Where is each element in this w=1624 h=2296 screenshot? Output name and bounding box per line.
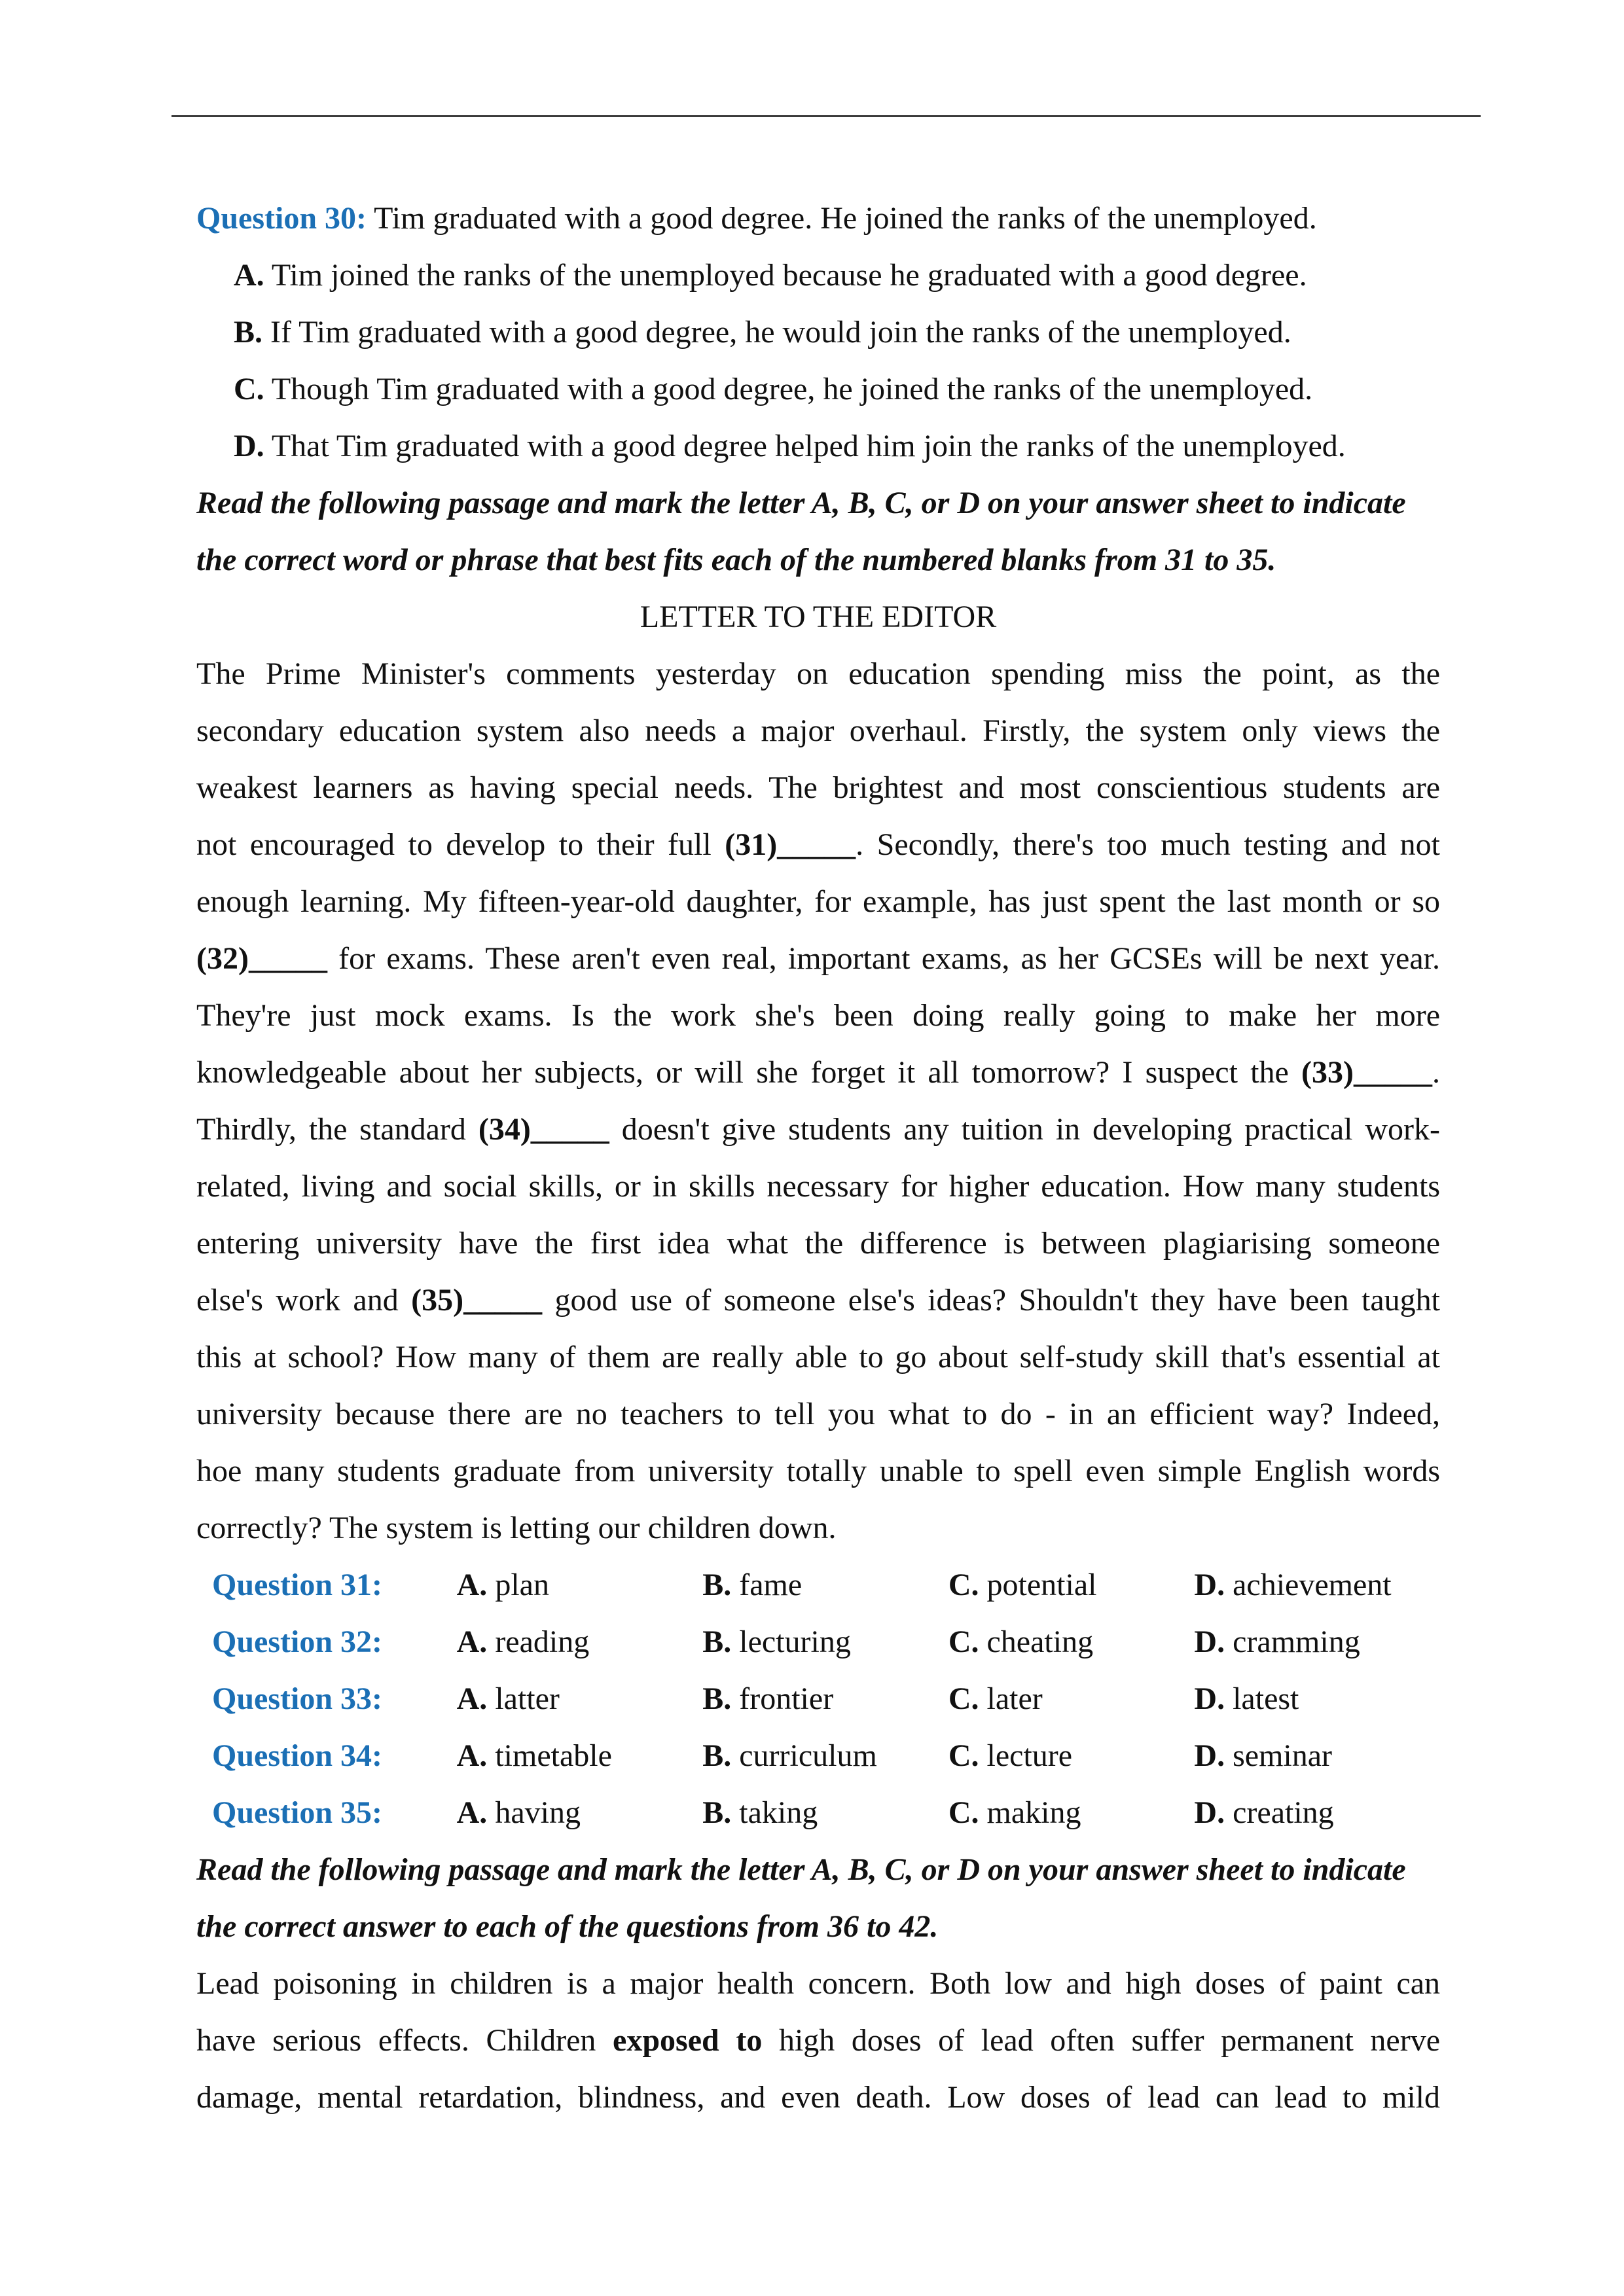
question-32-label: Question 32: bbox=[212, 1624, 383, 1659]
passage-line: The Prime Minister's comments yesterday on education spending miss the point, as the bbox=[196, 656, 1440, 691]
passage-line: hoe many students graduate from university totally unable to spell even simple English words bbox=[196, 1454, 1440, 1488]
instruction-2-line-1: Read the following passage and mark the letter A, B, C, or D on your answer sheet to indicate bbox=[196, 1852, 1406, 1887]
option-b: B. taking bbox=[702, 1795, 818, 1830]
blank-35: (35)_____ bbox=[411, 1283, 543, 1318]
option-b: B. fame bbox=[702, 1568, 803, 1602]
question-32-row bbox=[196, 1613, 1440, 1670]
passage-line: (32)_____ for exams. These aren't even real, important exams, as her GCSEs will be next year. bbox=[196, 941, 1440, 976]
highlighted-phrase: exposed to bbox=[613, 2023, 763, 2058]
question-30-text: Tim graduated with a good degree. He joined the ranks of the unemployed. bbox=[374, 201, 1317, 236]
option-b: B. frontier bbox=[702, 1681, 834, 1716]
passage-line: else's work and (35)_____ good use of someone else's ideas? Shouldn't they have been taught bbox=[196, 1283, 1441, 1318]
passage-line: secondary education system also needs a major overhaul. Firstly, the system only views the bbox=[196, 713, 1440, 748]
passage-line: university because there are no teachers to tell you what to do - in an efficient way? Indeed, bbox=[196, 1397, 1440, 1431]
passage-line: knowledgeable about her subjects, or will she forget it all tomorrow? I suspect the (33)_____. bbox=[196, 1055, 1440, 1090]
option-c: C. making bbox=[948, 1795, 1081, 1830]
option-a: A. plan bbox=[456, 1568, 549, 1602]
option-a: A. having bbox=[456, 1795, 581, 1830]
question-34-row bbox=[196, 1727, 1440, 1784]
option-a: A. reading bbox=[456, 1624, 590, 1659]
option-a: A. timetable bbox=[456, 1738, 612, 1773]
question-33-label: Question 33: bbox=[212, 1681, 383, 1716]
instruction-1-line-1: Read the following passage and mark the letter A, B, C, or D on your answer sheet to indicate bbox=[196, 486, 1406, 520]
option-d: D. seminar bbox=[1194, 1738, 1333, 1773]
instruction-1-line-2: the correct word or phrase that best fits each of the numbered blanks from 31 to 35. bbox=[196, 543, 1276, 577]
passage-title: LETTER TO THE EDITOR bbox=[640, 600, 997, 634]
question-30-option-c: C. Though Tim graduated with a good degree, he joined the ranks of the unemployed. bbox=[234, 372, 1313, 406]
question-30-option-b: B. If Tim graduated with a good degree, he would join the ranks of the unemployed. bbox=[234, 315, 1291, 350]
question-30-option-d: D. That Tim graduated with a good degree helped him join the ranks of the unemployed. bbox=[234, 429, 1346, 463]
blank-31: (31)_____ bbox=[725, 827, 856, 862]
passage-line: correctly? The system is letting our children down. bbox=[196, 1511, 837, 1545]
option-c: C. potential bbox=[948, 1568, 1097, 1602]
passage-line: They're just mock exams. Is the work she's been doing really going to make her more bbox=[196, 998, 1440, 1033]
question-30-option-a: A. Tim joined the ranks of the unemployed because he graduated with a good degree. bbox=[234, 258, 1307, 293]
blank-33: (33)_____ bbox=[1301, 1055, 1432, 1090]
passage-line: related, living and social skills, or in skills necessary for higher education. How many students bbox=[196, 1169, 1440, 1204]
question-31-row bbox=[196, 1556, 1440, 1613]
question-31-label: Question 31: bbox=[212, 1568, 383, 1602]
passage-2-line: Lead poisoning in children is a major health concern. Both low and high doses of paint can bbox=[196, 1966, 1440, 2001]
header-rule bbox=[171, 115, 1481, 117]
passage-line: enough learning. My fifteen-year-old daughter, for example, has just spent the last month or so bbox=[196, 884, 1440, 919]
option-b: B. lecturing bbox=[702, 1624, 851, 1659]
question-30-label: Question 30: bbox=[196, 201, 367, 236]
option-c: C. lecture bbox=[948, 1738, 1073, 1773]
option-c: C. cheating bbox=[948, 1624, 1094, 1659]
option-a: A. latter bbox=[456, 1681, 560, 1716]
passage-2-line: damage, mental retardation, blindness, and even death. Low doses of lead can lead to mild bbox=[196, 2080, 1440, 2115]
option-d: D. latest bbox=[1194, 1681, 1299, 1716]
passage-line: this at school? How many of them are really able to go about self-study skill that's essential at bbox=[196, 1340, 1440, 1374]
document-page bbox=[196, 190, 1440, 2126]
passage-2-line: have serious effects. Children exposed to high doses of lead often suffer permanent nerve bbox=[196, 2023, 1440, 2058]
question-35-label: Question 35: bbox=[212, 1795, 383, 1830]
option-d: D. achievement bbox=[1194, 1568, 1392, 1602]
passage-line: not encouraged to develop to their full (31)_____. Secondly, there's too much testing and not bbox=[196, 827, 1440, 862]
question-34-label: Question 34: bbox=[212, 1738, 383, 1773]
blank-32: (32)_____ bbox=[196, 941, 327, 976]
passage-line: entering university have the first idea what the difference is between plagiarising someone bbox=[196, 1226, 1440, 1261]
option-c: C. later bbox=[948, 1681, 1043, 1716]
option-b: B. curriculum bbox=[702, 1738, 877, 1773]
option-d: D. creating bbox=[1194, 1795, 1334, 1830]
option-d: D. cramming bbox=[1194, 1624, 1360, 1659]
question-30-stem bbox=[196, 190, 1440, 247]
passage-line: weakest learners as having special needs. The brightest and most conscientious students are bbox=[196, 770, 1440, 805]
question-35-row bbox=[196, 1784, 1440, 1841]
passage-line: Thirdly, the standard (34)_____ doesn't give students any tuition in developing practical work- bbox=[196, 1112, 1440, 1147]
instruction-2-line-2: the correct answer to each of the questions from 36 to 42. bbox=[196, 1909, 939, 1944]
question-33-row bbox=[196, 1670, 1440, 1727]
blank-34: (34)_____ bbox=[478, 1112, 609, 1147]
